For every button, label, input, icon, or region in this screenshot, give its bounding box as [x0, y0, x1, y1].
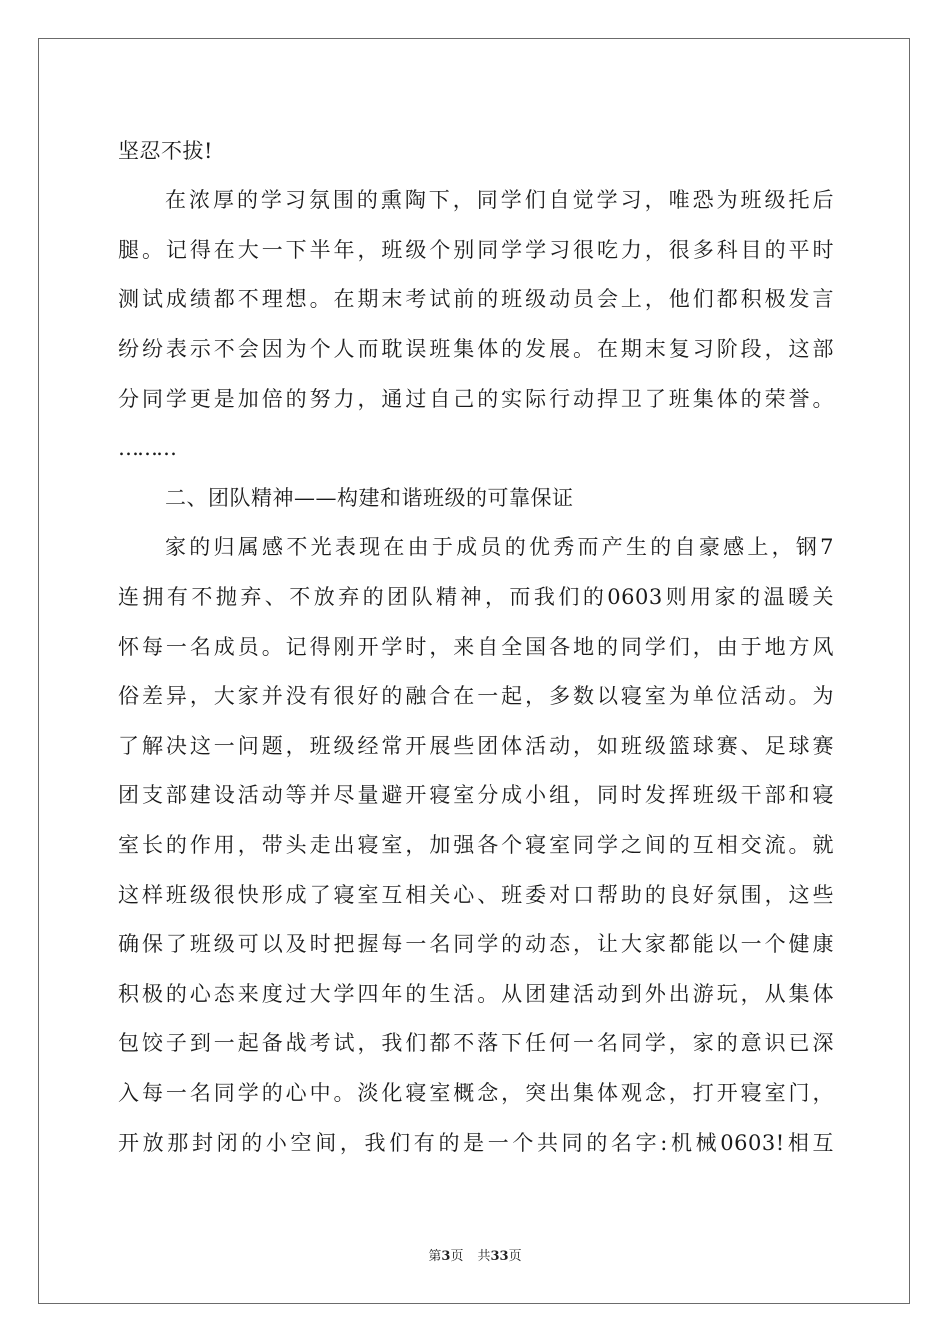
current-page-number: 3: [441, 1249, 451, 1264]
text-line: 测试成绩都不理想。在期末考试前的班级动员会上，他们都积极发言: [118, 287, 834, 311]
text-line: 了解决这一问题，班级经常开展些团体活动，如班级篮球赛、足球赛: [118, 734, 834, 758]
page-footer: [0, 1248, 950, 1266]
text-line: 腿。记得在大一下半年，班级个别同学学习很吃力，很多科目的平时: [118, 238, 834, 262]
text-line: 积极的心态来度过大学四年的生活。从团建活动到外出游玩，从集体: [118, 982, 834, 1006]
total-prefix: 共: [477, 1249, 491, 1264]
text-line: 纷纷表示不会因为个人而耽误班集体的发展。在期末复习阶段，这部: [118, 337, 834, 361]
text-line: 确保了班级可以及时把握每一名同学的动态，让大家都能以一个健康: [118, 932, 834, 956]
total-page-count: 33: [490, 1249, 509, 1264]
page-prefix: 第: [428, 1249, 442, 1264]
page-border: [38, 38, 910, 1304]
ellipsis-line: ………: [118, 436, 175, 460]
text-line: 入每一名同学的心中。淡化寝室概念，突出集体观念，打开寝室门，: [118, 1081, 834, 1105]
text-line: 团支部建设活动等并尽量避开寝室分成小组，同时发挥班级干部和寝: [118, 783, 834, 807]
paragraph-first-line: 在浓厚的学习氛围的熏陶下，同学们自觉学习，唯恐为班级托后: [165, 188, 834, 212]
text-line: 室长的作用，带头走出寝室，加强各个寝室同学之间的互相交流。就: [118, 833, 834, 857]
text-line: 包饺子到一起备战考试，我们都不落下任何一名同学，家的意识已深: [118, 1031, 834, 1055]
text-line: 坚忍不拔!: [118, 139, 213, 163]
text-line: 这样班级很快形成了寝室互相关心、班委对口帮助的良好氛围，这些: [118, 883, 834, 907]
paragraph-first-line: 家的归属感不光表现在由于成员的优秀而产生的自豪感上，钢7: [165, 535, 834, 559]
section-heading: 二、团队精神——构建和谐班级的可靠保证: [165, 486, 574, 510]
text-line: 连拥有不抛弃、不放弃的团队精神，而我们的0603则用家的温暖关: [118, 585, 834, 609]
text-line: 俗差异，大家并没有很好的融合在一起，多数以寝室为单位活动。为: [118, 684, 834, 708]
page-suffix: 页: [450, 1249, 464, 1264]
text-line: 分同学更是加倍的努力，通过自己的实际行动捍卫了班集体的荣誉。: [118, 387, 834, 411]
text-line: 开放那封闭的小空间，我们有的是一个共同的名字:机械0603!相互: [118, 1131, 834, 1155]
total-suffix: 页: [508, 1249, 522, 1264]
text-line: 怀每一名成员。记得刚开学时，来自全国各地的同学们，由于地方风: [118, 635, 834, 659]
